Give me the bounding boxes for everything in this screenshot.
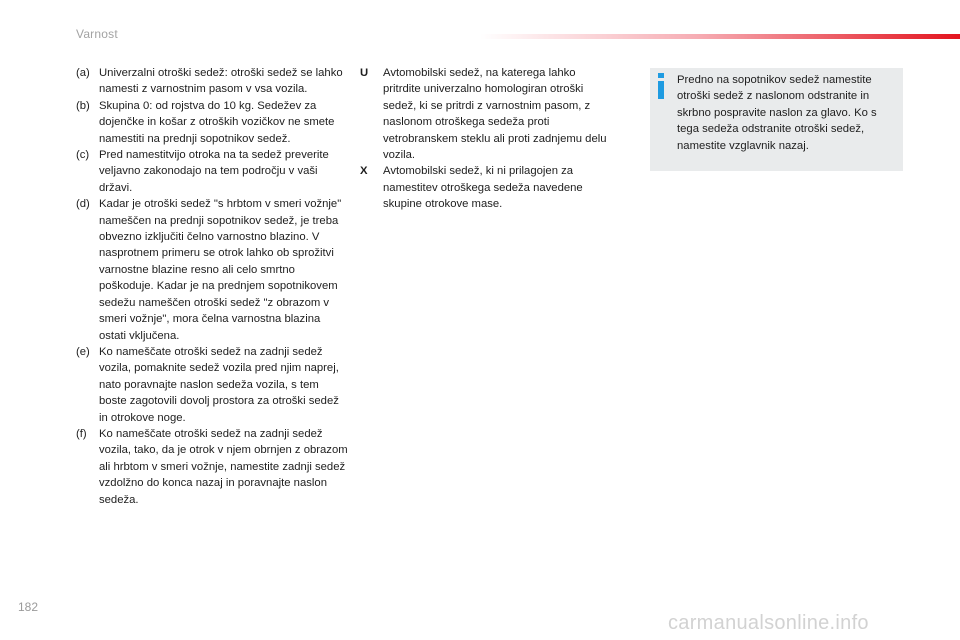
item-marker: X (360, 165, 368, 178)
left-column (76, 65, 348, 508)
page-number: 182 (18, 600, 39, 614)
item-marker: (d) (76, 198, 90, 211)
item-text: Avtomobilski sedež, ki ni prilagojen za namestitev otroškega sedeža navedene skupine otrokove mase. (383, 165, 583, 211)
item-marker: U (360, 67, 369, 79)
info-icon (654, 73, 668, 99)
item-marker: (a) (76, 67, 90, 79)
item-text: Kadar je otroški sedež "s hrbtom v smeri vožnje" nameščen na prednji sopotnikov sedež, je treba obvezno izključiti čelno varnostno blazino. V nasprotnem primeru se otrok lahko ob sprožitvi varnostne blazine resno ali celo smrtno poškoduje. Kadar je na prednjem sopotnikovem sedežu nameščen otroški sedež "z obrazom v smeri vožnje", mora čelna varnostna blazina ostati vključena. (99, 198, 342, 342)
list-item (76, 147, 348, 196)
item-text: Ko nameščate otroški sedež na zadnji sedež vozila, pomaknite sedež vozila pred njim naprej, nato poravnajte naslon sedeža vozila, s tem boste zagotovili dovolj prostora za otroški sedež in otrokove noge. (99, 345, 339, 424)
item-marker: (f) (76, 427, 87, 440)
list-item (76, 426, 348, 508)
info-text: Predno na sopotnikov sedež namestite otroški sedež z naslonom odstranite in skrbno pospravite naslon za glavo. Ko s tega sedeža odstranite otroški sedež, namestite vzglavnik nazaj. (677, 74, 877, 152)
item-text: Univerzalni otroški sedež: otroški sedež se lahko namesti z varnostnim pasom v vsa vozila. (99, 67, 343, 96)
middle-column (360, 65, 612, 213)
watermark: carmanualsonline.info (668, 612, 869, 634)
item-marker: (b) (76, 99, 90, 112)
list-item (76, 98, 348, 147)
item-text: Pred namestitvijo otroka na ta sedež preverite veljavno zakonodajo na tem področju v vaši državi. (99, 149, 329, 194)
list-item (360, 65, 612, 163)
list-item (76, 65, 348, 98)
header-accent-bar (480, 34, 960, 39)
item-marker: (c) (76, 149, 90, 162)
list-item (76, 344, 348, 426)
list-item (360, 163, 612, 212)
list-item (76, 196, 348, 344)
item-text: Avtomobilski sedež, na katerega lahko pritrdite univerzalno homologiran otroški sedež, ki se pritrdi z varnostnim pasom, z naslonom otroškega sedeža proti vetrobranskem steklu ali proti zadnjemu delu vozila. (383, 67, 607, 162)
item-text: Ko nameščate otroški sedež na zadnji sedež vozila, tako, da je otrok v njem obrnjen z obrazom ali hrbtom v smeri vožnje, namestite zadnji sedež vzdolžno do konca nazaj in poravnajte naslon sedeža. (99, 427, 348, 506)
info-box (650, 68, 903, 171)
item-marker: (e) (76, 345, 90, 358)
section-title: Varnost (76, 27, 118, 41)
item-text: Skupina 0: od rojstva do 10 kg. Sedežev za dojenčke in košar z otroških vozičkov ne smete namestiti na prednji sopotnikov sedež. (99, 99, 335, 145)
